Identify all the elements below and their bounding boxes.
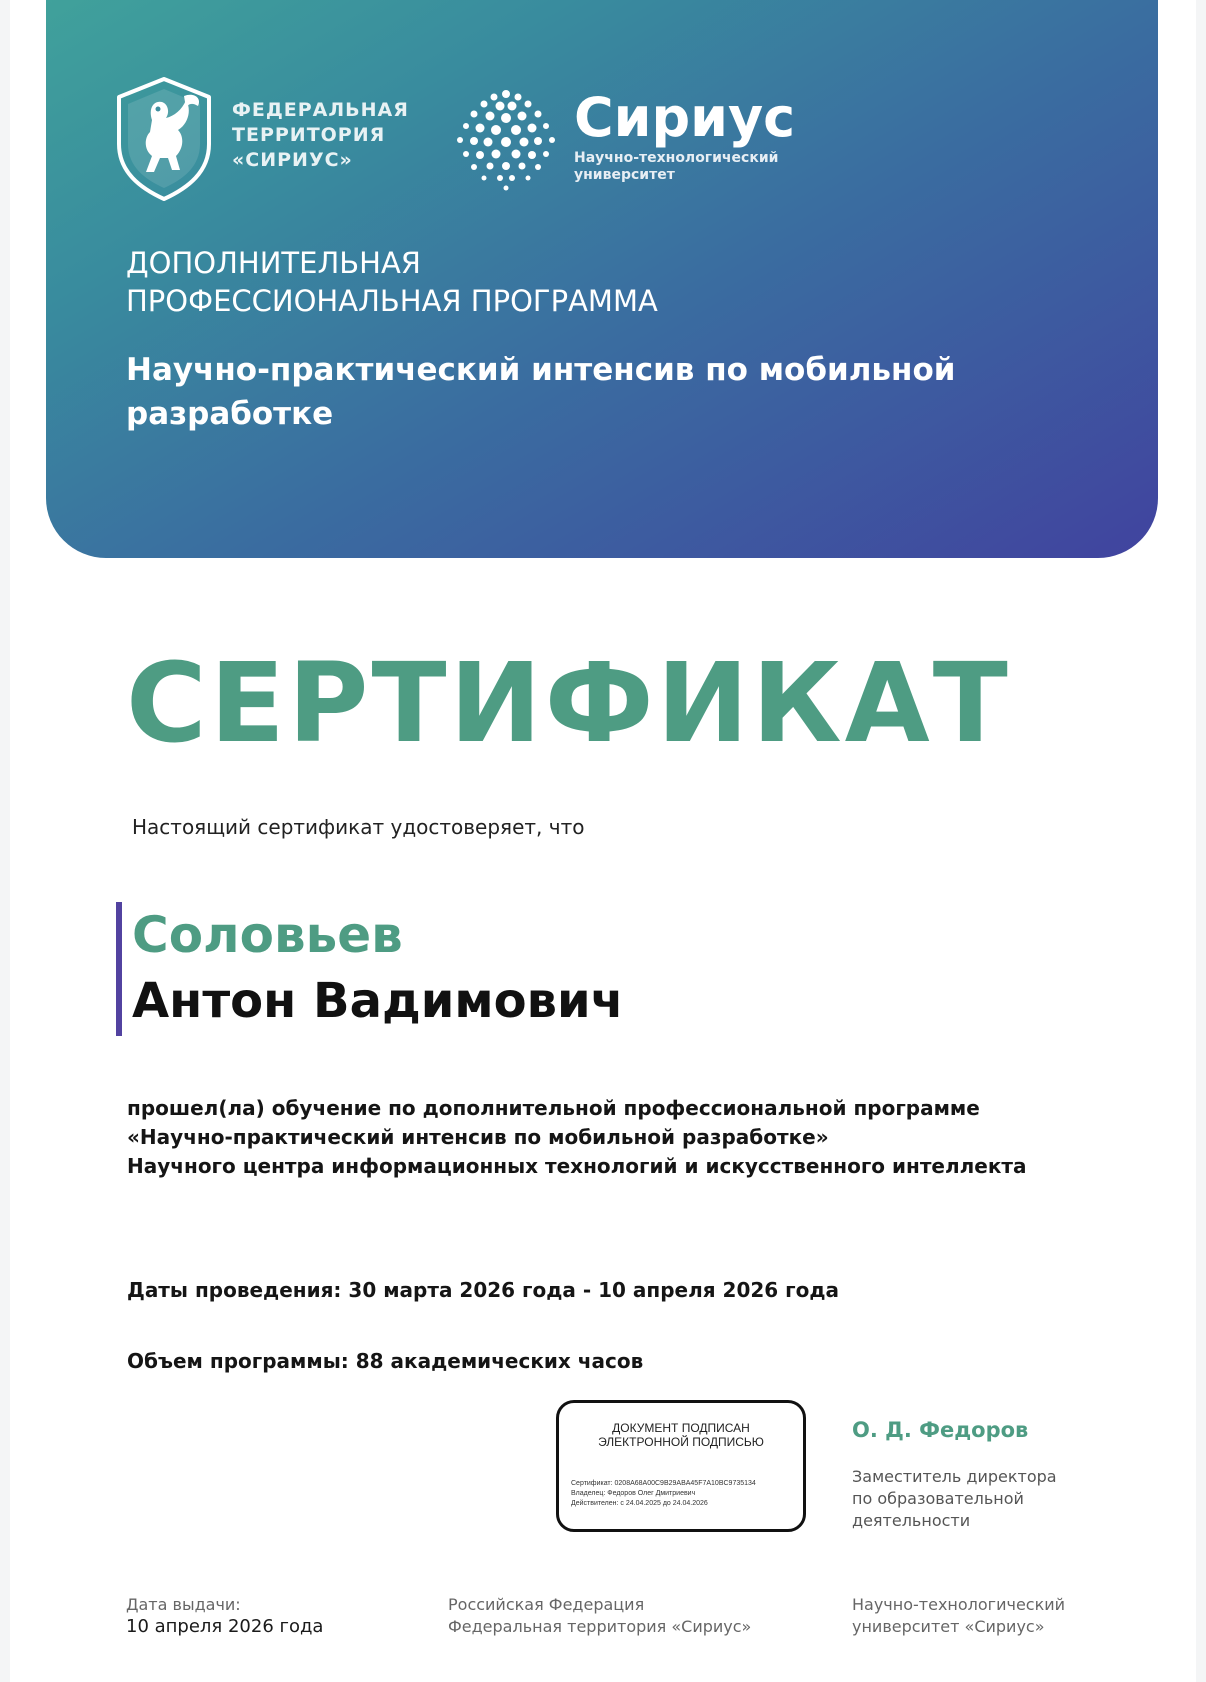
program-type-line: ПРОФЕССИОНАЛЬНАЯ ПРОГРАММА: [126, 284, 658, 318]
footer-institution: [852, 1594, 1065, 1638]
program-title: Научно-практический интенсив по мобильной разработке: [126, 352, 956, 432]
page-edge-left: [0, 0, 10, 1682]
completion-statement: [127, 1094, 1027, 1181]
institution-line: Научно-технологический: [852, 1595, 1066, 1614]
dots-cluster-icon: [454, 88, 558, 192]
stamp-owner-line: Владелец: Федоров Олег Дмитриевич: [571, 1490, 696, 1497]
stamp-heading: [559, 1421, 803, 1449]
university-subtitle: [574, 150, 778, 184]
federal-territory-line: ТЕРРИТОРИЯ: [232, 124, 386, 146]
signer-role-line: по образовательной: [852, 1489, 1024, 1508]
university-subtitle-line: университет: [574, 167, 675, 183]
federal-territory-line: ФЕДЕРАЛЬНАЯ: [232, 99, 409, 121]
stamp-certificate-line: Сертификат: 0208A68A00C9B29ABA45F7A10BC9735134: [571, 1480, 756, 1487]
name-accent-bar: [116, 902, 122, 1036]
footer-issue-date: [126, 1594, 323, 1638]
recipient-surname: Соловьев: [132, 906, 403, 964]
program-type: [126, 244, 658, 320]
signer-role-line: Заместитель директора: [852, 1467, 1057, 1486]
program-volume: Объем программы: 88 академических часов: [127, 1349, 644, 1373]
issue-date-label: Дата выдачи:: [126, 1595, 241, 1614]
page-edge-right: [1196, 0, 1206, 1682]
stamp-heading-line: ДОКУМЕНТ ПОДПИСАН: [612, 1421, 750, 1435]
signer-role-line: деятельности: [852, 1511, 971, 1530]
university-name: Сириус: [574, 86, 796, 149]
stamp-details: [571, 1479, 756, 1509]
signer-role: [852, 1466, 1057, 1532]
federal-territory-text: [232, 98, 432, 173]
university-subtitle-line: Научно-технологический: [574, 150, 779, 166]
stamp-validity-line: Действителен: с 24.04.2025 до 24.04.2026: [571, 1500, 708, 1507]
completion-line: «Научно-практический интенсив по мобильной разработке»: [127, 1125, 829, 1149]
certificate-title: СЕРТИФИКАТ: [126, 639, 1011, 767]
federal-territory-line: «СИРИУС»: [232, 149, 353, 171]
program-type-line: ДОПОЛНИТЕЛЬНАЯ: [126, 246, 421, 280]
recipient-given-name: Антон Вадимович: [132, 973, 624, 1029]
location-line: Российская Федерация: [448, 1595, 645, 1614]
program-dates: Даты проведения: 30 марта 2026 года - 10 апреля 2026 года: [127, 1278, 840, 1302]
institution-line: университет «Сириус»: [852, 1617, 1045, 1636]
completion-line: Научного центра информационных технологий и искусственного интеллекта: [127, 1154, 1027, 1178]
certificate-header: [46, 0, 1158, 558]
electronic-signature-stamp: [556, 1400, 806, 1532]
signer-name: О. Д. Федоров: [852, 1418, 1029, 1442]
footer-location: [448, 1594, 751, 1638]
location-line: Федеральная территория «Сириус»: [448, 1617, 752, 1636]
certifies-text: Настоящий сертификат удостоверяет, что: [132, 815, 585, 839]
griffin-shield-icon: [114, 76, 214, 202]
stamp-heading-line: ЭЛЕКТРОННОЙ ПОДПИСЬЮ: [598, 1435, 764, 1449]
issue-date-value: 10 апреля 2026 года: [126, 1616, 324, 1637]
completion-line: прошел(ла) обучение по дополнительной профессиональной программе: [127, 1096, 980, 1120]
